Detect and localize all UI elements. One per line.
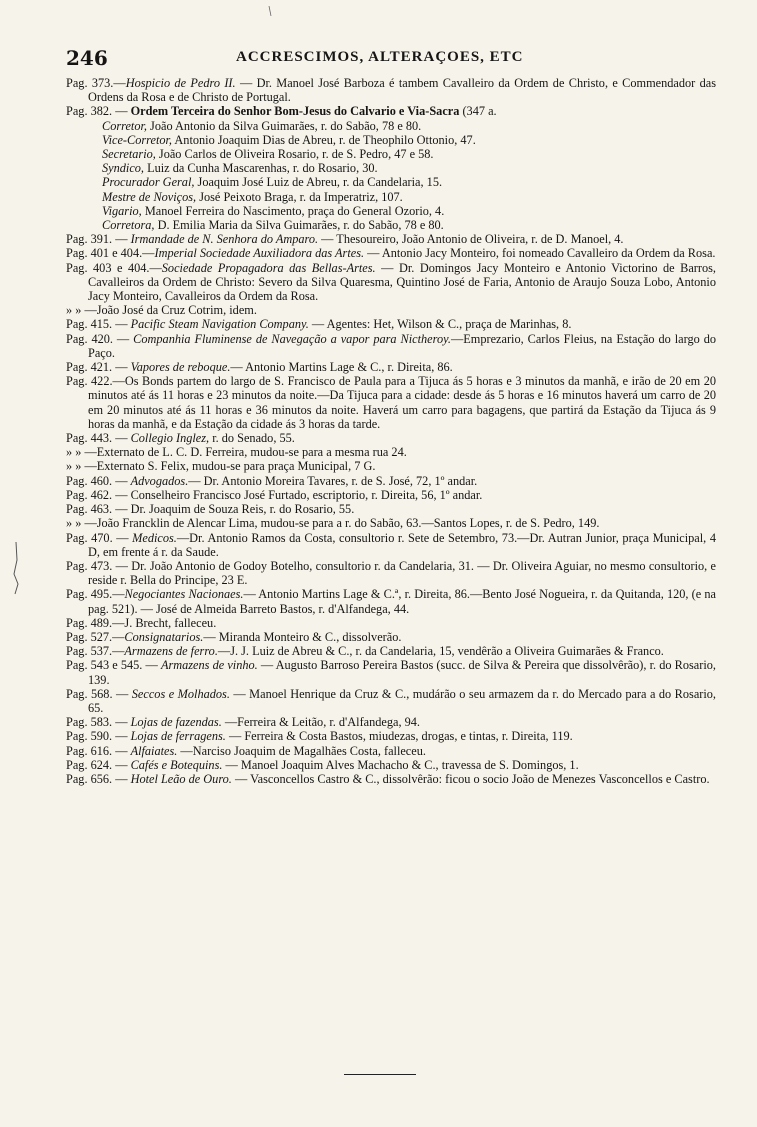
entry: » » —Externato S. Felix, mudou-se para praça Municipal, 7 G. <box>66 459 376 474</box>
end-rule <box>344 1074 416 1075</box>
entry: Pag. 656. — Hotel Leão de Ouro. — Vasconcellos Castro & C., dissolvêrão: ficou o socio João de Menezes Vasconcellos e Castro. <box>66 771 710 786</box>
entry: » » —Externato de L. C. D. Ferreira, mudou-se para a mesma rua 24. <box>66 445 407 460</box>
entry: Pag. 489.—J. Brecht, falleceu. <box>66 615 217 630</box>
entry: Pag. 568. — Seccos e Molhados. — Manoel Henrique da Cruz & C., mudárão o seu armazem da r. do Mercado para a do Rosario, 65. <box>66 686 717 715</box>
ink-tick-icon <box>268 6 272 16</box>
entry: Pag. 462. — Conselheiro Francisco José Furtado, escriptorio, r. Direita, 56, 1º andar. <box>66 487 483 502</box>
officer-line: Corretora, D. Emilia Maria da Silva Guimarães, r. do Sabão, 78 e 80. <box>102 218 444 233</box>
entry: Pag. 373.—Hospicio de Pedro II. — Dr. Manoel José Barboza é tambem Cavalleiro da Ordem de Christo, e Commendador das Ordens da Rosa e de Christo de Portugal. <box>66 76 716 105</box>
page-number: 246 <box>66 46 108 70</box>
entry: Pag. 527.—Consignatarios.— Miranda Monteiro & C., dissolverão. <box>66 629 402 644</box>
officer-line: Mestre de Noviços, José Peixoto Braga, r. da Imperatriz, 107. <box>102 189 403 204</box>
entry: Pag. 616. — Alfaiates. —Narciso Joaquim de Magalhães Costa, falleceu. <box>66 743 426 758</box>
entry: Pag. 422.—Os Bonds partem do largo de S. Francisco de Paula para a Tijuca ás 5 horas e 3 minutos da manhã, e irão de 20 em 20 minutos até ás 11 horas e 23 minutos da noite.—Da Tijuca para a cidade: desde ás 5 horas e 16 minutos haverá um carro de 20 em 20 minutos até ás 11 horas e 36 minutos da noite. Haverá um carro para bagagens, que partirá da Estação da Tijuca ás 9 horas da manhã, e da Estação da cidade ás 3 horas da tarde. <box>66 374 716 431</box>
margin-ink-mark-icon <box>10 540 22 596</box>
entry: Pag. 470. — Medicos.—Dr. Antonio Ramos da Costa, consultorio r. Sete de Setembro, 73.—Dr. Autran Junior, praça Municipal, 4 D, em frente á r. da Saude. <box>66 530 717 559</box>
entry: Pag. 473. — Dr. João Antonio de Godoy Botelho, consultorio r. da Candelaria, 31. — Dr. Oliveira Aguiar, no mesmo consultorio, e reside r. Bella do Principe, 23 E. <box>66 558 716 588</box>
entry: Pag. 443. — Collegio Inglez, r. do Senado, 55. <box>66 431 295 446</box>
entry: Pag. 403 e 404.—Sociedade Propagadora das Bellas-Artes. — Dr. Domingos Jacy Monteiro e Antonio Victorino de Barros, Cavalleiros da Ordem de Christo: Severo da Silva Quaresma, Quintino José de Faria, Antonio de Araujo Souza Lobo, Antonio Jacy Monteiro, Cavalleiros da Ordem da Rosa. <box>66 260 717 304</box>
officer-line: Vice-Corretor, Antonio Joaquim Dias de Abreu, r. de Theophilo Ottonio, 47. <box>102 132 476 147</box>
officer-line: Syndico, Luiz da Cunha Mascarenhas, r. do Rosario, 30. <box>102 161 378 176</box>
entry: Pag. 463. — Dr. Joaquim de Souza Reis, r. do Rosario, 55. <box>66 502 355 517</box>
entry: Pag. 537.—Armazens de ferro.—J. J. Luiz de Abreu & C., r. da Candelaria, 15, vendêrão a Oliveira Guimarães & Franco. <box>66 644 664 659</box>
entry: Pag. 460. — Advogados.— Dr. Antonio Moreira Tavares, r. de S. José, 72, 1º andar. <box>66 473 478 488</box>
entry: » » —João Francklin de Alencar Lima, mudou-se para a r. do Sabão, 63.—Santos Lopes, r. de S. Pedro, 149. <box>66 516 600 531</box>
entry: Pag. 382. — Ordem Terceira do Senhor Bom-Jesus do Calvario e Via-Sacra (347 a. <box>66 104 497 119</box>
entry: Pag. 420. — Companhia Fluminense de Navegação a vapor para Nictheroy.—Emprezario, Carlos Fleius, na Estação do largo do Paço. <box>66 331 717 360</box>
officer-line: Corretor, João Antonio da Silva Guimarães, r. do Sabão, 78 e 80. <box>102 118 422 133</box>
document-body <box>66 76 716 786</box>
entry: Pag. 391. — Irmandade de N. Senhora do Amparo. — Thesoureiro, João Antonio de Oliveira, r. de D. Manoel, 4. <box>66 232 624 247</box>
officer-line: Procurador Geral, Joaquim José Luiz de Abreu, r. da Candelaria, 15. <box>102 175 443 190</box>
entry: Pag. 624. — Cafés e Botequins. — Manoel Joaquim Alves Machacho & C., travessa de S. Domingos, 1. <box>66 757 579 772</box>
officer-line: Secretario, João Carlos de Oliveira Rosario, r. de S. Pedro, 47 e 58. <box>102 147 434 162</box>
officer-line: Vigario, Manoel Ferreira do Nascimento, praça do General Ozorio, 4. <box>102 203 445 218</box>
entry: Pag. 583. — Lojas de fazendas. —Ferreira & Leitão, r. d'Alfandega, 94. <box>66 715 420 730</box>
entry: Pag. 415. — Pacific Steam Navigation Company. — Agentes: Het, Wilson & C., praça de Marinhas, 8. <box>66 317 572 332</box>
entry: Pag. 543 e 545. — Armazens de vinho. — Augusto Barroso Pereira Bastos (succ. de Silva & Pereira que dissolvêrão), r. do Rosario, 139. <box>66 658 716 687</box>
entry: Pag. 495.—Negociantes Nacionaes.— Antonio Martins Lage & C.ª, r. Direita, 86.—Bento José Nogueira, r. da Quitanda, 120, (e na pag. 521). — José de Almeida Barreto Bastos, r. d'Alfandega, 44. <box>66 587 716 616</box>
entry: Pag. 401 e 404.—Imperial Sociedade Auxiliadora das Artes. — Antonio Jacy Monteiro, foi nomeado Cavalleiro da Ordem da Rosa. <box>66 246 716 261</box>
entry: Pag. 421. — Vapores de reboque.— Antonio Martins Lage & C., r. Direita, 86. <box>66 360 453 375</box>
entry: » » —João José da Cruz Cotrim, idem. <box>66 303 257 318</box>
entry: Pag. 590. — Lojas de ferragens. — Ferreira & Costa Bastos, miudezas, drogas, e tintas, r. Direita, 119. <box>66 729 573 744</box>
page-header <box>66 46 706 70</box>
running-title: ACCRESCIMOS, ALTERAÇOES, ETC <box>236 49 524 65</box>
